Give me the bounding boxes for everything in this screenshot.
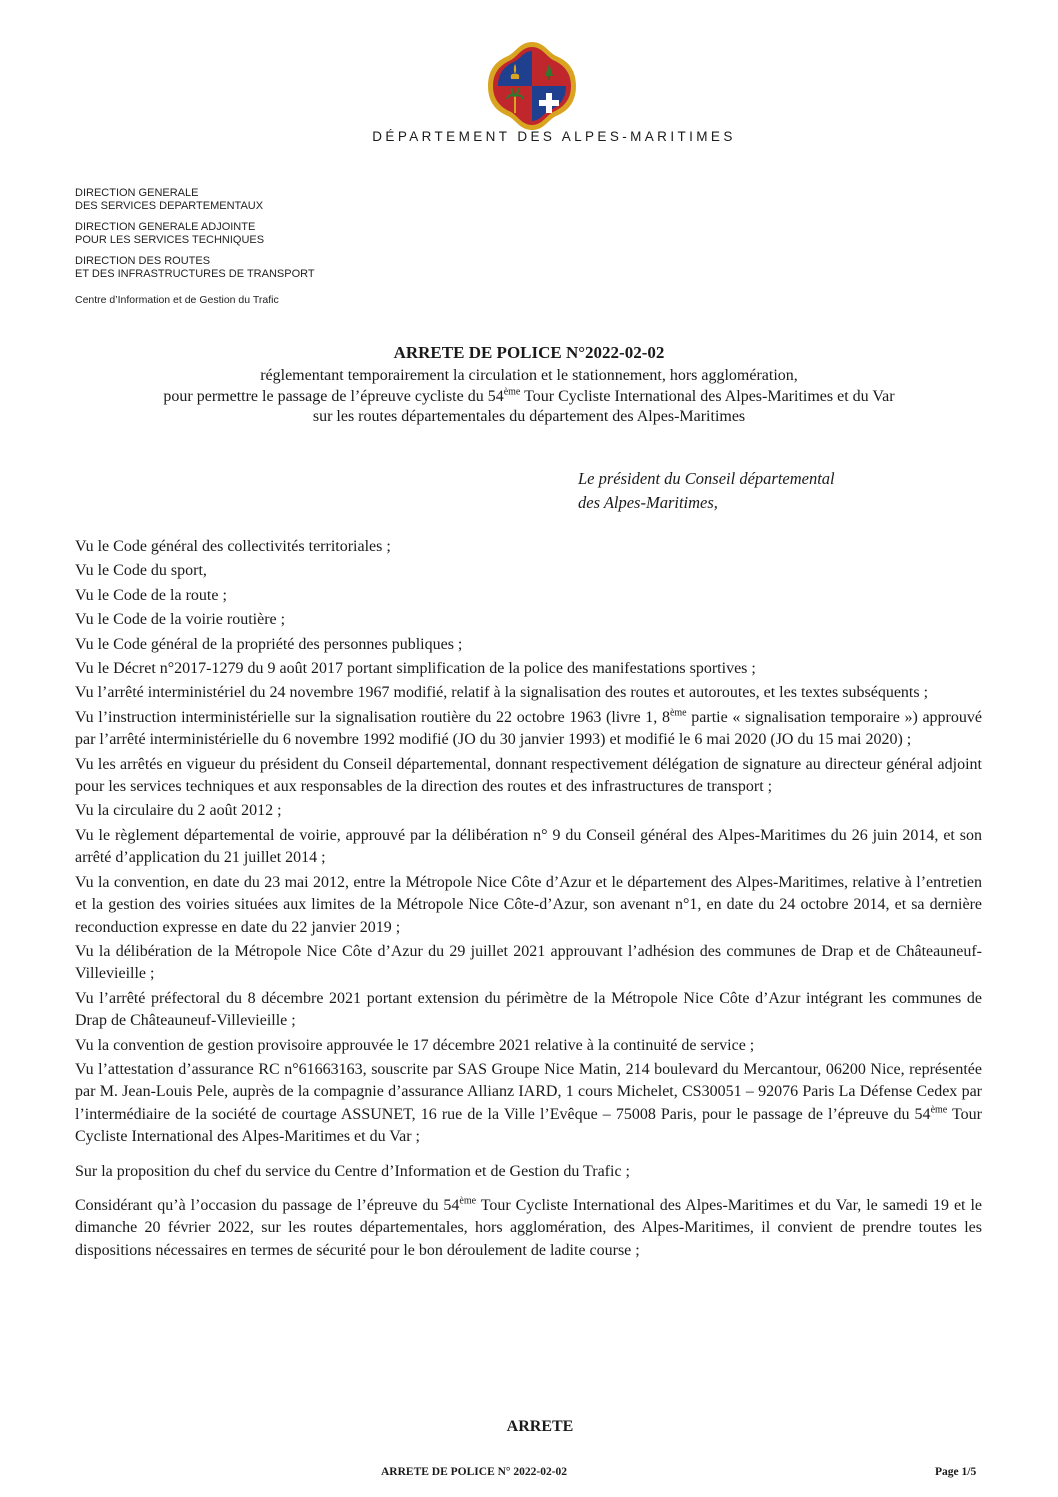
visa-paragraph: Vu la délibération de la Métropole Nice Côte d’Azur du 29 juillet 2021 approuvant l’adhésion des communes de Drap et de Châteauneuf-Villevieille ;: [75, 942, 982, 983]
subtitle-text: Tour Cycliste International des Alpes-Maritimes et du Var: [520, 387, 895, 405]
service-line: ET DES INFRASTRUCTURES DE TRANSPORT: [75, 267, 315, 280]
visa-paragraph: Vu la circulaire du 2 août 2012 ;: [75, 802, 282, 820]
visa-paragraph: Vu le Décret n°2017-1279 du 9 août 2017 portant simplification de la police des manifestations sportives ;: [75, 660, 756, 678]
visa-paragraph: Vu le Code de la voirie routière ;: [75, 611, 286, 629]
department-seal-logo: [484, 38, 580, 134]
subtitle-line: réglementant temporairement la circulation et le stationnement, hors agglomération,: [260, 367, 798, 384]
visa-paragraph: Vu le Code de la route ;: [75, 586, 227, 604]
visa-text: partie « signalisation temporaire ») approuvé par l’arrêté interministérielle du 6 novembre 1992 modifié (JO du 30 janvier 1993) et modifié le 6 mai 2020 (JO du 15 mai 2020) ;: [75, 708, 982, 749]
subtitle-line: sur les routes départementales du département des Alpes-Maritimes: [312, 408, 746, 425]
considering-paragraph: [75, 1195, 982, 1262]
department-name: DÉPARTEMENT DES ALPES-MARITIMES: [372, 129, 736, 144]
signatory-line: des Alpes-Maritimes,: [578, 493, 718, 512]
visa-paragraph: Vu le Code du sport,: [75, 562, 207, 580]
decree-title: ARRETE DE POLICE N°2022-02-02: [393, 343, 665, 362]
signatory: [578, 467, 835, 515]
service-line: DIRECTION GENERALE: [75, 187, 199, 199]
service-line: DIRECTION GENERALE ADJOINTE: [75, 221, 256, 233]
proposal-paragraph: Sur la proposition du chef du service du Centre d’Information et de Gestion du Trafic ;: [75, 1162, 630, 1180]
page-number: Page 1/5: [935, 1466, 977, 1478]
visa-paragraph: Vu les arrêtés en vigueur du président du Conseil départemental, donnant respectivement délégation de signature au directeur général adjoint pour les services techniques et aux responsables de la direction des routes et des infrastructures de transport ;: [75, 755, 982, 796]
visa-paragraph: Vu le règlement départemental de voirie, approuvé par la délibération n° 9 du Conseil général des Alpes-Maritimes du 26 juin 2014, et son arrêté d’application du 21 juillet 2014 ;: [75, 826, 982, 867]
service-line: POUR LES SERVICES TECHNIQUES: [75, 233, 265, 246]
superscript: ème: [459, 1195, 477, 1207]
service-block: [75, 221, 315, 246]
visa-paragraph: Vu l’arrêté interministériel du 24 novembre 1967 modifié, relatif à la signalisation des routes et autoroutes, et les textes subséquents ;: [75, 684, 929, 702]
visa-paragraph: Vu la convention, en date du 23 mai 2012, entre la Métropole Nice Côte d’Azur et le département des Alpes-Maritimes, relative à l’entretien et la gestion des voiries situées aux limites de la Métropole Nice Côte-d’Azur, son avenant n°1, en date du 24 octobre 2014, et sa dernière reconduction expresse en date du 22 janvier 2019 ;: [75, 873, 982, 936]
visa-text: Tour Cycliste International des Alpes-Maritimes et du Var ;: [75, 1105, 982, 1146]
considering-text: Tour Cycliste International des Alpes-Maritimes et du Var, le samedi 19 et le dimanche 20 février 2022, sur les routes départementales, hors agglomération, des Alpes-Maritimes, il convient de prendre toutes les dispositions nécessaires en termes de sécurité pour le bon déroulement de ladite course ;: [75, 1196, 983, 1259]
visa-text: Vu l’attestation d’assurance RC n°61663163, souscrite par SAS Groupe Nice Matin, 214 boulevard du Mercantour, 06200 Nice, représentée par M. Jean-Louis Pele, auprès de la compagnie d’assurance Allianz IARD, 1 cours Michelet, CS30051 – 92076 Paris La Défense Cedex par l’intermédiaire de la société de courtage ASSUNET, 16 rue de la Ville l’Evêque – 75008 Paris, pour le passage de l’épreuve du 54: [75, 1060, 982, 1123]
service-block: [75, 187, 315, 212]
service-line: DES SERVICES DEPARTEMENTAUX: [75, 199, 264, 212]
decree-title-block: [40, 343, 1018, 428]
issuing-services: [75, 187, 315, 316]
visa-text: Vu l’instruction interministérielle sur la signalisation routière du 22 octobre 1963 (livre 1, 8: [75, 708, 670, 726]
visa-paragraph: [75, 1059, 982, 1149]
superscript: ème: [503, 386, 521, 398]
service-line: DIRECTION DES ROUTES: [75, 255, 211, 267]
service-block: [75, 255, 315, 280]
subtitle-text: pour permettre le passage de l’épreuve cycliste du 54: [163, 387, 504, 405]
signatory-line: Le président du Conseil départemental: [578, 469, 835, 488]
decree-body: [75, 536, 982, 1264]
decree-subtitle: [40, 366, 1018, 428]
superscript: ème: [669, 707, 687, 719]
visa-paragraph: Vu la convention de gestion provisoire approuvée le 17 décembre 2021 relative à la continuité de service ;: [75, 1036, 755, 1054]
superscript: ème: [930, 1104, 948, 1116]
subtitle-line: [40, 387, 1018, 408]
visa-paragraph: Vu l’arrêté préfectoral du 8 décembre 2021 portant extension du périmètre de la Métropole Nice Côte d’Azur intégrant les communes de Drap de Châteauneuf-Villevieille ;: [75, 989, 982, 1030]
visa-paragraph: Vu le Code général de la propriété des personnes publiques ;: [75, 635, 463, 653]
footer-reference: ARRETE DE POLICE N° 2022-02-02: [381, 1466, 568, 1478]
arrete-heading: ARRETE: [506, 1418, 574, 1435]
service-centre: Centre d’Information et de Gestion du Trafic: [75, 294, 279, 306]
visa-paragraph: Vu le Code général des collectivités territoriales ;: [75, 538, 391, 555]
visa-paragraph: [75, 707, 982, 752]
considering-text: Considérant qu’à l’occasion du passage de l’épreuve du 54: [75, 1196, 460, 1214]
